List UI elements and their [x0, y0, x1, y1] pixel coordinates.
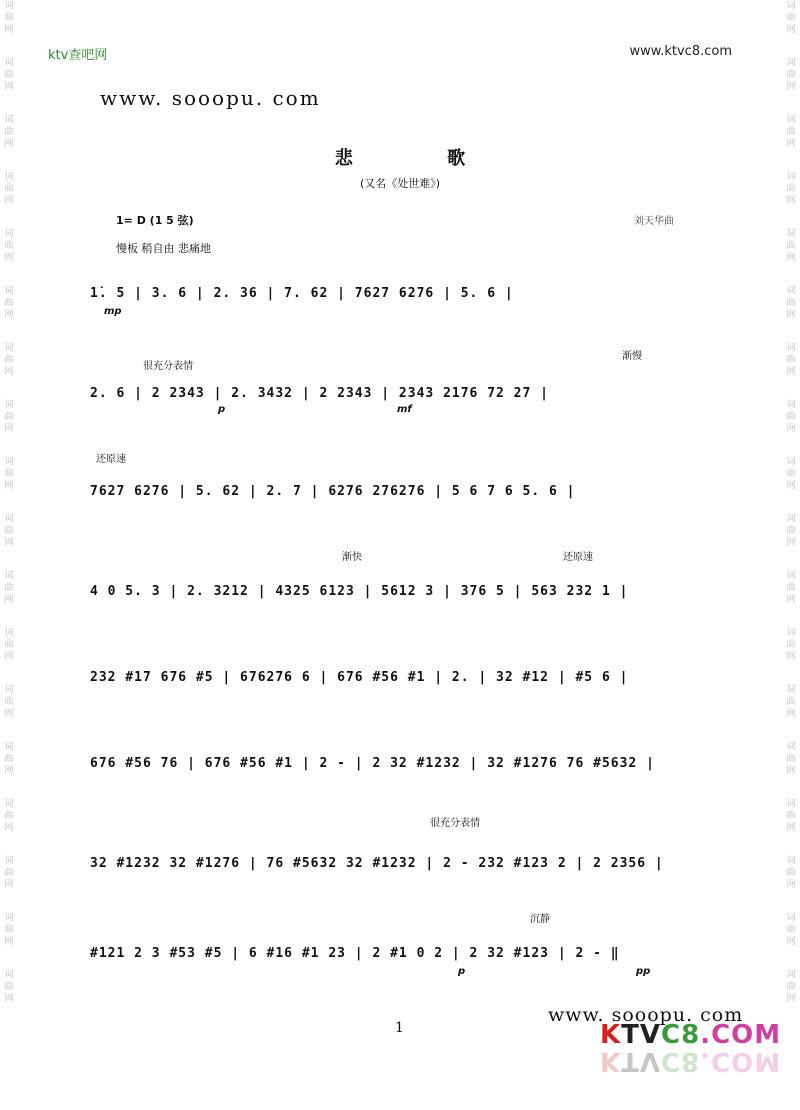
- composer-credit: 刘天华曲: [634, 216, 674, 227]
- watermark-char: 曲: [4, 355, 14, 365]
- watermark-char: 网: [4, 196, 14, 206]
- watermark-char: 网: [4, 937, 14, 947]
- watermark-char: 曲: [786, 868, 796, 878]
- logo-reflection: KTVC8.COM: [600, 1046, 782, 1076]
- watermark-char: 网: [786, 595, 796, 605]
- watermark-char: 网: [4, 367, 14, 377]
- watermark-char: 曲: [4, 697, 14, 707]
- watermark-char: 曲: [4, 412, 14, 422]
- watermark-char: 词: [786, 286, 796, 296]
- watermark-char: 词: [786, 172, 796, 182]
- watermark-char: 曲: [4, 13, 14, 23]
- watermark-char: 网: [786, 424, 796, 434]
- watermark-char: 曲: [786, 697, 796, 707]
- notation-text: 32 #1232 32 #1276 | 76 #5632 32 #1232 | 2 - 232 #123 2 | 2 2356 |: [90, 856, 664, 871]
- expression-annotation: 渐快: [342, 552, 362, 563]
- watermark-char: 网: [4, 880, 14, 890]
- score-title: 悲 歌: [334, 148, 510, 169]
- expression-annotation: 很充分表情: [143, 361, 193, 372]
- notation-text: 7627 6276 | 5. 62 | 2. 7 | 6276 276276 | 5 6 7 6 5. 6 |: [90, 484, 576, 499]
- watermark-char: 曲: [4, 982, 14, 992]
- watermark-char: 网: [786, 196, 796, 206]
- watermark-char: 网: [786, 367, 796, 377]
- watermark-char: 曲: [4, 127, 14, 137]
- watermark-char: 网: [4, 25, 14, 35]
- dynamic-marking: p: [458, 966, 466, 977]
- watermark-char: 词: [4, 457, 14, 467]
- dynamic-marking: p: [218, 404, 226, 415]
- watermark-char: 网: [4, 595, 14, 605]
- watermark-char: 曲: [4, 925, 14, 935]
- watermark-url-top: www. sooopu. com: [100, 86, 321, 110]
- watermark-char: 曲: [4, 583, 14, 593]
- watermark-char: 曲: [786, 412, 796, 422]
- watermark-char: 网: [4, 538, 14, 548]
- staff-line: [90, 946, 710, 986]
- notation-text: 676 #56 76 | 676 #56 #1 | 2 - | 2 32 #1232 | 32 #1276 76 #5632 |: [90, 756, 655, 771]
- watermark-char: 词: [4, 400, 14, 410]
- tempo-marking: 慢板 稍自由 悲痛地: [116, 242, 211, 255]
- watermark-char: 词: [4, 685, 14, 695]
- watermark-char: 词: [4, 58, 14, 68]
- watermark-char: 词: [786, 115, 796, 125]
- watermark-char: 词: [4, 970, 14, 980]
- watermark-char: 曲: [4, 811, 14, 821]
- staff-line: [90, 670, 710, 710]
- watermark-char: 词: [786, 400, 796, 410]
- watermark-char: 词: [786, 1, 796, 11]
- watermark-char: 曲: [786, 925, 796, 935]
- watermark-char: 网: [786, 766, 796, 776]
- watermark-char: 词: [4, 742, 14, 752]
- expression-annotation: 还原速: [563, 552, 593, 563]
- dynamic-marking: mf: [397, 404, 412, 415]
- watermark-char: 网: [4, 82, 14, 92]
- watermark-char: 词: [786, 856, 796, 866]
- notation-text: 4 0 5. 3 | 2. 3212 | 4325 6123 | 5612 3 | 376 5 | 563 232 1 |: [90, 584, 629, 599]
- staff-line: [90, 386, 710, 426]
- header-site-name[interactable]: ktv查吧网: [48, 48, 108, 63]
- notation-text: 1̇. 5 | 3. 6 | 2. 36 | 7. 62 | 7627 6276 | 5. 6 |: [90, 286, 514, 301]
- watermark-char: 曲: [4, 70, 14, 80]
- watermark-char: 网: [786, 481, 796, 491]
- watermark-char: 词: [4, 514, 14, 524]
- expression-annotation: 沉静: [530, 914, 550, 925]
- expression-annotation: 渐慢: [622, 351, 642, 362]
- watermark-char: 词: [786, 58, 796, 68]
- expression-annotation: 很充分表情: [430, 818, 480, 829]
- watermark-char: 网: [786, 82, 796, 92]
- watermark-url-bottom: www. sooopu. com: [548, 1004, 744, 1026]
- expression-annotation: 还原速: [96, 454, 126, 465]
- watermark-char: 词: [786, 799, 796, 809]
- watermark-char: 网: [786, 652, 796, 662]
- watermark-char: 网: [4, 823, 14, 833]
- watermark-char: 词: [786, 913, 796, 923]
- watermark-char: 曲: [786, 526, 796, 536]
- watermark-char: 词: [786, 970, 796, 980]
- watermark-char: 曲: [786, 811, 796, 821]
- watermark-char: 网: [4, 253, 14, 263]
- watermark-char: 词: [4, 1, 14, 11]
- notation-text: 232 #17 676 #5 | 676276 6 | 676 #56 #1 | 2. | 32 #12 | #5 6 |: [90, 670, 629, 685]
- watermark-char: 曲: [4, 868, 14, 878]
- watermark-char: 网: [786, 994, 796, 1004]
- watermark-char: 曲: [786, 184, 796, 194]
- watermark-char: 词: [4, 913, 14, 923]
- dynamic-marking: pp: [636, 966, 651, 977]
- watermark-char: 曲: [786, 754, 796, 764]
- notation-text: 2. 6 | 2 2343 | 2. 3432 | 2 2343 | 2343 2176 72 27 |: [90, 386, 549, 401]
- watermark-char: 曲: [786, 469, 796, 479]
- watermark-char: 网: [786, 937, 796, 947]
- watermark-char: 网: [4, 424, 14, 434]
- watermark-char: 词: [786, 514, 796, 524]
- key-signature: 1= D (1 5 弦): [116, 214, 194, 227]
- watermark-char: 词: [4, 628, 14, 638]
- watermark-char: 词: [786, 457, 796, 467]
- watermark-char: 曲: [4, 241, 14, 251]
- staff-line: [90, 856, 710, 896]
- watermark-char: 曲: [4, 754, 14, 764]
- watermark-char: 网: [786, 880, 796, 890]
- watermark-char: 网: [786, 709, 796, 719]
- watermark-char: 词: [4, 799, 14, 809]
- logo-text: KTVC8.COM: [600, 1020, 782, 1050]
- watermark-char: 词: [4, 286, 14, 296]
- score-subtitle: (又名《处世难》): [359, 177, 441, 190]
- watermark-char: 词: [786, 229, 796, 239]
- watermark-char: 词: [4, 172, 14, 182]
- watermark-char: 词: [4, 115, 14, 125]
- watermark-char: 词: [4, 571, 14, 581]
- watermark-char: 曲: [786, 982, 796, 992]
- ktvc8-logo: [600, 1020, 782, 1076]
- staff-line: [90, 584, 710, 624]
- watermark-char: 网: [786, 139, 796, 149]
- header-site-url[interactable]: www.ktvc8.com: [629, 44, 732, 59]
- watermark-char: 词: [786, 685, 796, 695]
- watermark-char: 曲: [4, 298, 14, 308]
- watermark-char: 网: [4, 709, 14, 719]
- watermark-char: 词: [4, 856, 14, 866]
- watermark-char: 网: [786, 538, 796, 548]
- watermark-char: 词: [786, 628, 796, 638]
- watermark-char: 词: [4, 229, 14, 239]
- watermark-char: 曲: [4, 640, 14, 650]
- watermark-char: 网: [786, 823, 796, 833]
- staff-line: [90, 756, 710, 796]
- watermark-char: 词: [786, 343, 796, 353]
- dynamic-marking: mp: [104, 306, 122, 317]
- watermark-char: 网: [786, 253, 796, 263]
- watermark-char: 词: [786, 571, 796, 581]
- watermark-char: 网: [4, 766, 14, 776]
- staff-line: [90, 484, 710, 524]
- watermark-char: 曲: [786, 127, 796, 137]
- watermark-char: 曲: [4, 469, 14, 479]
- watermark-char: 网: [4, 310, 14, 320]
- watermark-char: 曲: [786, 70, 796, 80]
- watermark-char: 网: [4, 139, 14, 149]
- watermark-char: 网: [4, 481, 14, 491]
- watermark-char: 网: [786, 25, 796, 35]
- page-number: 1: [395, 1020, 404, 1036]
- watermark-char: 曲: [786, 298, 796, 308]
- watermark-char: 曲: [786, 13, 796, 23]
- watermark-char: 曲: [786, 355, 796, 365]
- watermark-char: 曲: [786, 640, 796, 650]
- watermark-char: 曲: [786, 583, 796, 593]
- watermark-char: 曲: [4, 526, 14, 536]
- watermark-char: 词: [786, 742, 796, 752]
- watermark-char: 网: [4, 994, 14, 1004]
- staff-line: [90, 286, 710, 326]
- notation-text: #121 2 3 #53 #5 | 6 #16 #1 23 | 2 #1 0 2 | 2 32 #123 | 2 - ‖: [90, 946, 620, 961]
- watermark-char: 网: [4, 652, 14, 662]
- watermark-char: 网: [786, 310, 796, 320]
- watermark-char: 曲: [4, 184, 14, 194]
- watermark-char: 词: [4, 343, 14, 353]
- watermark-char: 曲: [786, 241, 796, 251]
